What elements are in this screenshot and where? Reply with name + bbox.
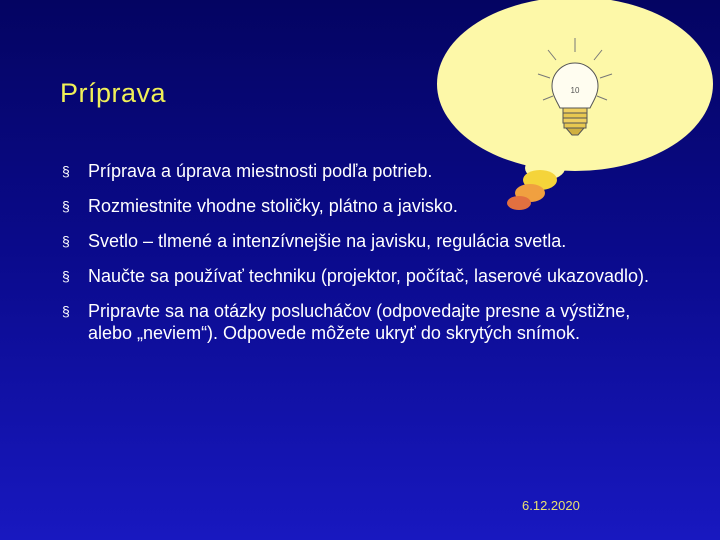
bullet-item-5 <box>62 300 662 344</box>
bullet-marker: § <box>62 233 70 249</box>
bullet-marker: § <box>62 163 70 179</box>
bullet-text: Naučte sa používať techniku (projektor, počítač, laserové ukazovadlo). <box>88 266 650 286</box>
slide-title: Príprava <box>60 78 167 108</box>
slide-date: 6.12.2020 <box>522 498 580 513</box>
bullet-marker: § <box>62 198 70 214</box>
bullet-text: Príprava a úprava miestnosti podľa potrieb. <box>88 161 433 181</box>
bullet-item-4 <box>62 265 662 287</box>
bullet-list <box>62 160 662 357</box>
bullet-item-1 <box>62 160 662 182</box>
bullet-item-3 <box>62 230 662 252</box>
bullet-marker: § <box>62 268 70 284</box>
bulb-label: 10 <box>570 86 580 95</box>
bullet-item-2 <box>62 195 662 217</box>
bullet-text: Rozmiestnite vhodne stoličky, plátno a javisko. <box>88 196 458 216</box>
bullet-text: Svetlo – tlmené a intenzívnejšie na javisku, regulácia svetla. <box>88 231 567 251</box>
bullet-text: Pripravte sa na otázky poslucháčov (odpovedajte presne a výstižne, alebo „neviem“). Odpovede môžete ukryť do skrytých snímok. <box>88 301 631 343</box>
bullet-marker: § <box>62 303 70 319</box>
